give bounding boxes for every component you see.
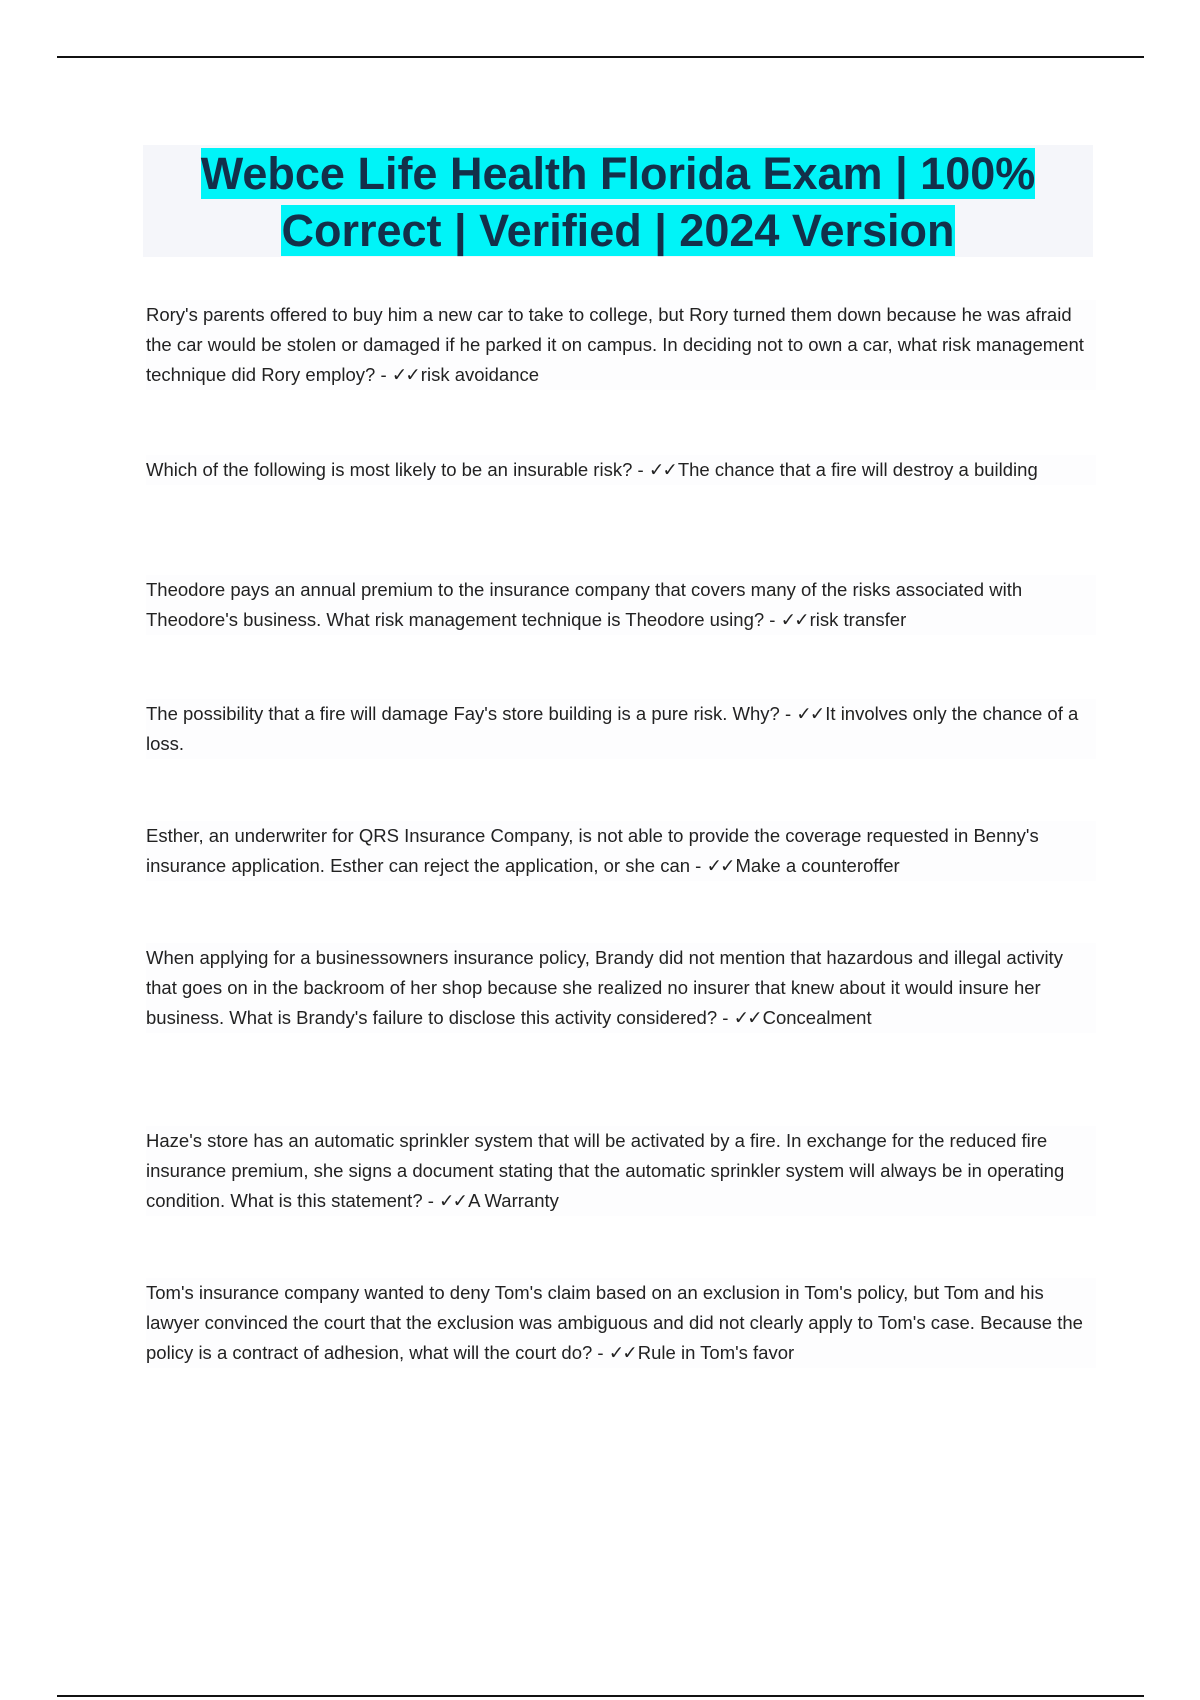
double-check-icon: ✓✓: [706, 855, 734, 876]
answer-text: Rule in Tom's favor: [637, 1342, 795, 1363]
question-text: Haze's store has an automatic sprinkler system that will be activated by a fire. In exchange for the reduced fire insurance premium, she signs a document stating that the automatic sprinkler system will always be in operating condition. What is this statement? -: [146, 1130, 1065, 1211]
double-check-icon: ✓✓: [391, 364, 419, 385]
answer-text: The chance that a fire will destroy a building: [677, 459, 1038, 480]
double-check-icon: ✓✓: [796, 703, 824, 724]
top-divider: [57, 56, 1144, 58]
qa-item-3: [146, 575, 1096, 635]
qa-item-8: [146, 1278, 1096, 1368]
qa-item-4: [146, 699, 1096, 759]
qa-item-5: [146, 821, 1096, 881]
answer-text: A Warranty: [468, 1190, 559, 1211]
answer-text: It involves only the chance of a loss.: [146, 703, 1079, 754]
question-text: Rory's parents offered to buy him a new car to take to college, but Rory turned them down because he was afraid the car would be stolen or damaged if he parked it on campus. In deciding not to own a car, what risk management technique did Rory employ? -: [146, 304, 1084, 385]
answer-text: Make a counteroffer: [735, 855, 900, 876]
double-check-icon: ✓✓: [439, 1190, 467, 1211]
answer-text: Concealment: [762, 1007, 872, 1028]
answer-text: risk transfer: [809, 609, 907, 630]
double-check-icon: ✓✓: [733, 1007, 761, 1028]
question-text: Which of the following is most likely to be an insurable risk? -: [146, 459, 649, 480]
question-text: When applying for a businessowners insurance policy, Brandy did not mention that hazardous and illegal activity that goes on in the backroom of her shop because she realized no insurer that knew about it would insure her business. What is Brandy's failure to disclose this activity considered? -: [146, 947, 1063, 1028]
title-line-2: Correct | Verified | 2024 Version: [281, 205, 955, 256]
double-check-icon: ✓✓: [608, 1342, 636, 1363]
question-text: Tom's insurance company wanted to deny Tom's claim based on an exclusion in Tom's policy, but Tom and his lawyer convinced the court that the exclusion was ambiguous and did not clearly apply to Tom's case. Because the policy is a contract of adhesion, what will the court do? -: [146, 1282, 1083, 1363]
qa-item-6: [146, 943, 1096, 1033]
qa-item-1: [146, 300, 1096, 390]
answer-text: risk avoidance: [420, 364, 540, 385]
double-check-icon: ✓✓: [648, 459, 676, 480]
question-text: Theodore pays an annual premium to the insurance company that covers many of the risks associated with Theodore's business. What risk management technique is Theodore using? -: [146, 579, 1023, 630]
qa-item-7: [146, 1126, 1096, 1216]
bottom-divider: [57, 1695, 1144, 1697]
title-line-1: Webce Life Health Florida Exam | 100%: [200, 148, 1036, 199]
document-title: [143, 145, 1093, 257]
question-text: The possibility that a fire will damage Fay's store building is a pure risk. Why? -: [146, 703, 797, 724]
qa-item-2: [146, 455, 1096, 485]
title-heading: [143, 145, 1093, 259]
question-text: Esther, an underwriter for QRS Insurance Company, is not able to provide the coverage requested in Benny's insurance application. Esther can reject the application, or she can -: [146, 825, 1039, 876]
double-check-icon: ✓✓: [780, 609, 808, 630]
